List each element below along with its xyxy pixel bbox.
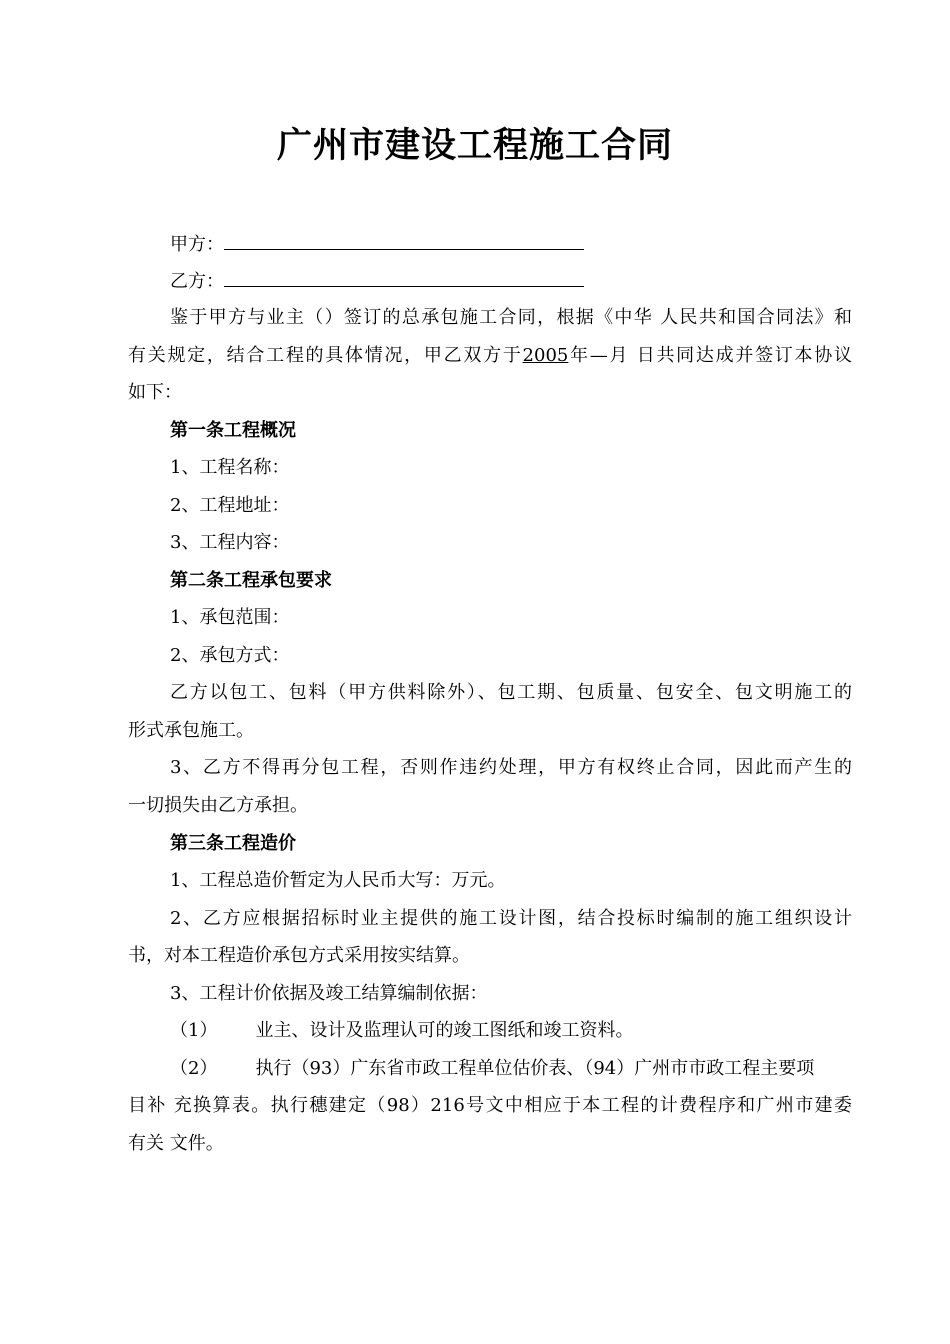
sub-1-text: 业主、设计及监理认可的竣工图纸和竣工资料。 — [255, 1020, 634, 1041]
party-a-label: 甲方： — [170, 234, 224, 255]
article-2-item-1: 1、承包范围： — [170, 607, 290, 628]
party-b-blank — [224, 268, 584, 287]
article-2-mode-line-2: 形式承包施工。 — [128, 720, 254, 741]
article-2-heading: 第二条工程承包要求 — [170, 570, 332, 591]
article-3-item-3: 3、工程计价依据及竣工结算编制依据： — [170, 983, 488, 1004]
article-1-item-3: 3、工程内容： — [170, 532, 290, 553]
article-2-item-2: 2、承包方式： — [170, 645, 290, 666]
contract-year: 2005 — [522, 345, 569, 366]
article-3-sub-2 — [170, 1056, 852, 1082]
article-1-heading: 第一条工程概况 — [170, 420, 296, 441]
article-3-item-1: 1、工程总造价暂定为人民币大写：万元。 — [170, 870, 506, 891]
article-3-sub-2-line-3: 有关 文件。 — [128, 1133, 224, 1154]
article-3-sub-1 — [170, 1018, 852, 1044]
article-3-heading: 第三条工程造价 — [170, 833, 296, 854]
preamble-line-1: 鉴于甲方与业主（）签订的总承包施工合同，根据《中华 人民共和国合同法》和 — [170, 307, 852, 328]
sub-2-text: 执行（93）广东省市政工程单位估价表、（94）广州市市政工程主要项 — [255, 1058, 815, 1079]
article-1-item-1: 1、工程名称： — [170, 457, 290, 478]
sub-1-number: （1） — [170, 1020, 218, 1041]
preamble-line-3: 如下： — [128, 382, 182, 403]
party-b-line — [170, 268, 852, 295]
preamble-line-2: 有关规定，结合工程的具体情况，甲乙双方于2005年—月 日共同达成并签订本协议 — [128, 345, 852, 366]
party-a-blank — [224, 231, 584, 250]
article-1-item-2: 2、工程地址： — [170, 495, 290, 516]
article-2-item-3-line-1: 3、乙方不得再分包工程，否则作违约处理，甲方有权终止合同，因此而产生的 — [170, 757, 852, 778]
article-3-item-2-line-1: 2、乙方应根据招标时业主提供的施工设计图，结合投标时编制的施工组织设计 — [170, 908, 852, 929]
party-b-label: 乙方： — [170, 271, 224, 292]
article-2-mode-line-1: 乙方以包工、包料（甲方供料除外）、包工期、包质量、包安全、包文明施工的 — [170, 682, 852, 703]
sub-2-number: （2） — [170, 1058, 218, 1079]
article-2-item-3-line-2: 一切损失由乙方承担。 — [128, 795, 308, 816]
party-a-line — [170, 231, 852, 258]
article-3-item-2-line-2: 书，对本工程造价承包方式采用按实结算。 — [128, 945, 470, 966]
article-3-sub-2-line-2: 目补 充换算表。执行穗建定（98）216号文中相应于本工程的计费程序和广州市建委 — [128, 1095, 852, 1116]
document-title: 广州市建设工程施工合同 — [276, 126, 673, 166]
